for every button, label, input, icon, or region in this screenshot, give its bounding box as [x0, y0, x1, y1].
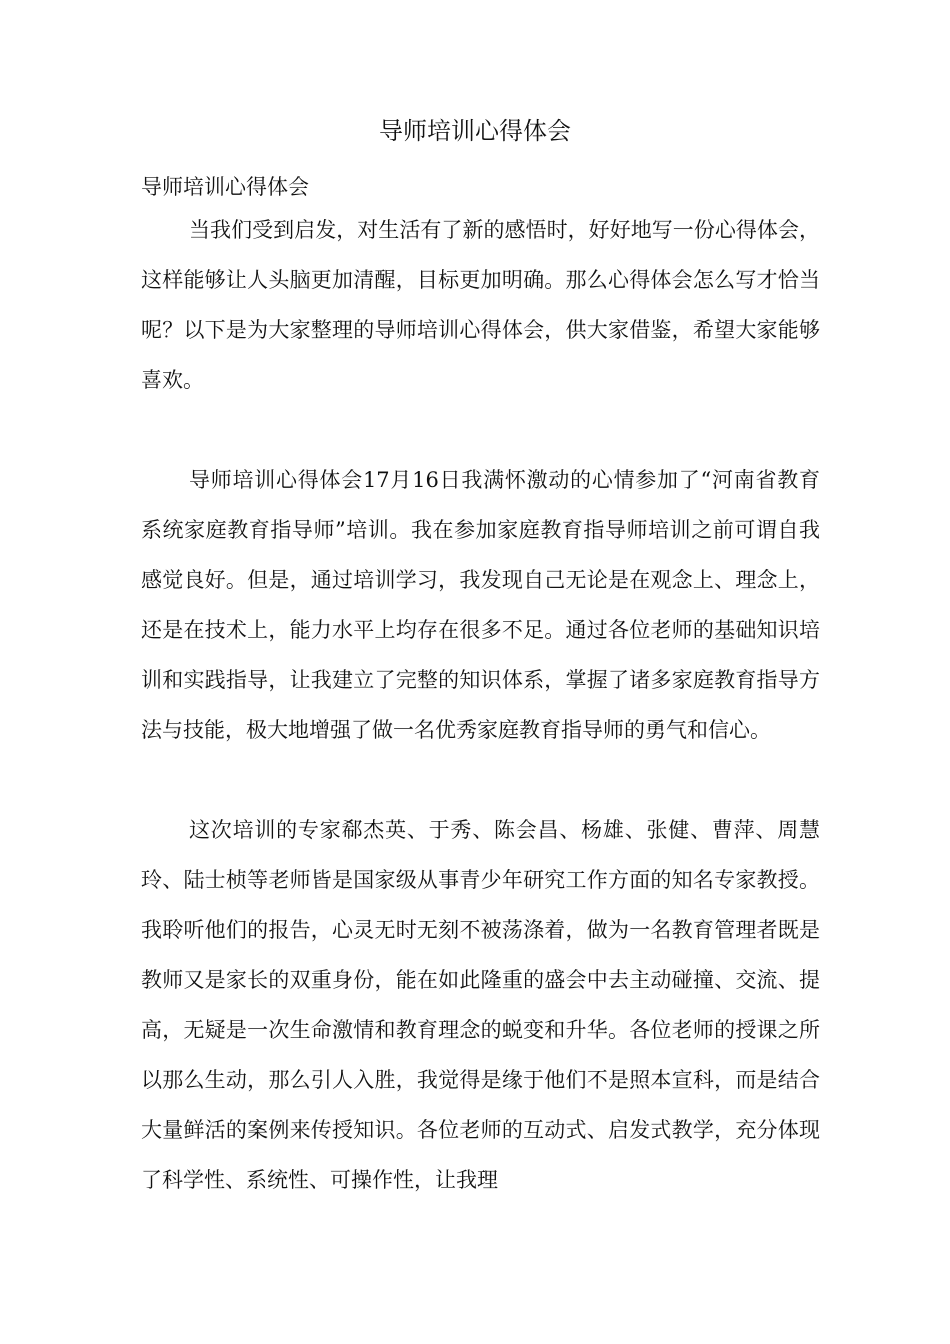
paragraph-experts: 这次培训的专家郗杰英、于秀、陈会昌、杨雄、张健、曹萍、周慧玲、陆士桢等老师皆是国家级从事青少年研究工作方面的知名专家教授。我聆听他们的报告，心灵无时无刻不被荡涤着，做为一名教育管理者既是教师又是家长的双重身份，能在如此隆重的盛会中去主动碰撞、交流、提高，无疑是一次生命激情和教育理念的蜕变和升华。各位老师的授课之所以那么生动，那么引人入胜，我觉得是缘于他们不是照本宣科，而是结合大量鲜活的案例来传授知识。各位老师的互动式、启发式教学，充分体现了科学性、系统性、可操作性，让我理: [141, 818, 820, 1192]
paragraph-training-experience: 导师培训心得体会17月16日我满怀激动的心情参加了“河南省教育系统家庭教育指导师”培训。我在参加家庭教育指导师培训之前可谓自我感觉良好。但是，通过培训学习，我发现自己无论是在观念上、理念上，还是在技术上，能力水平上均存在很多不足。通过各位老师的基础知识培训和实践指导，让我建立了完整的知识体系，掌握了诸多家庭教育指导方法与技能，极大地增强了做一名优秀家庭教育指导师的勇气和信心。: [141, 468, 820, 742]
paragraph-intro: 当我们受到启发，对生活有了新的感悟时，好好地写一份心得体会，这样能够让人头脑更加清醒，目标更加明确。那么心得体会怎么写才恰当呢？以下是为大家整理的导师培训心得体会，供大家借鉴，希望大家能够喜欢。: [141, 218, 820, 392]
document-title: 导师培训心得体会: [379, 117, 571, 145]
document-subtitle: 导师培训心得体会: [141, 175, 309, 199]
